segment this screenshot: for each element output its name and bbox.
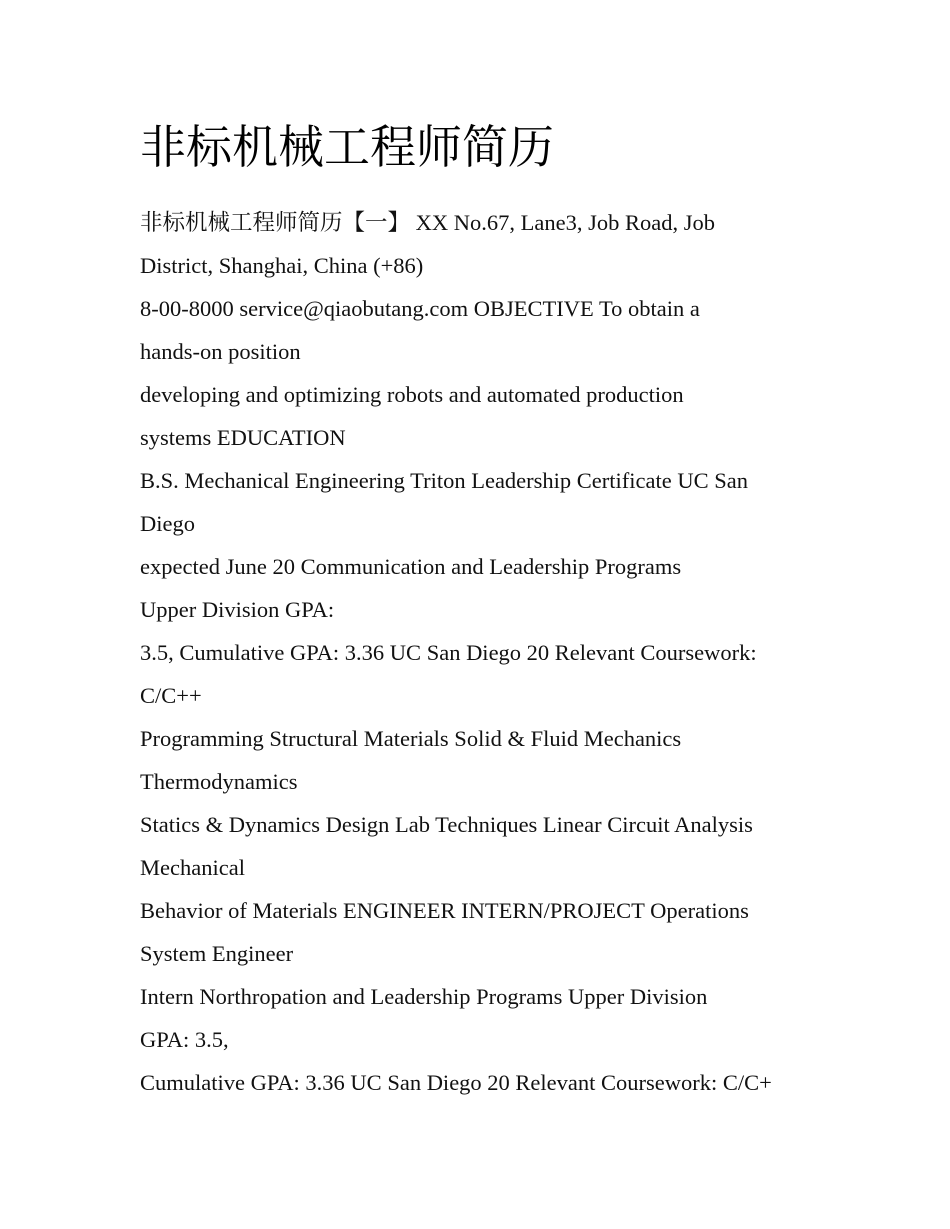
text-line: Upper Division GPA:	[140, 597, 335, 622]
text-line: GPA: 3.5,	[140, 1027, 229, 1052]
text-line: Mechanical	[140, 855, 245, 880]
text-line: Statics & Dynamics Design Lab Techniques Linear Circuit Analysis	[140, 812, 753, 837]
text-line: 8-00-8000 service@qiaobutang.com OBJECTIVE To obtain a	[140, 296, 700, 321]
text-line: Cumulative GPA: 3.36 UC San Diego 20 Relevant Coursework: C/C+	[140, 1070, 772, 1095]
document-title: 非标机械工程师简历	[140, 120, 554, 174]
text-line: C/C++	[140, 683, 202, 708]
text-line: 3.5, Cumulative GPA: 3.36 UC San Diego 20 Relevant Coursework:	[140, 640, 757, 665]
text-line: Programming Structural Materials Solid & Fluid Mechanics	[140, 726, 682, 751]
text-line: hands-on position	[140, 339, 301, 364]
text-line: Behavior of Materials ENGINEER INTERN/PROJECT Operations	[140, 898, 749, 923]
text-line: developing and optimizing robots and automated production	[140, 382, 684, 407]
text-line: expected June 20 Communication and Leadership Programs	[140, 554, 682, 579]
text-line: B.S. Mechanical Engineering Triton Leadership Certificate UC San	[140, 468, 748, 493]
text-line: Diego	[140, 511, 195, 536]
text-line: System Engineer	[140, 941, 294, 966]
text-line: systems EDUCATION	[140, 425, 346, 450]
document-body	[140, 201, 830, 1104]
text-line: Intern Northropation and Leadership Programs Upper Division	[140, 984, 708, 1009]
text-line: 非标机械工程师简历【一】 XX No.67, Lane3, Job Road, Job	[140, 210, 715, 235]
text-line: Thermodynamics	[140, 769, 298, 794]
text-line: District, Shanghai, China (+86)	[140, 253, 424, 278]
